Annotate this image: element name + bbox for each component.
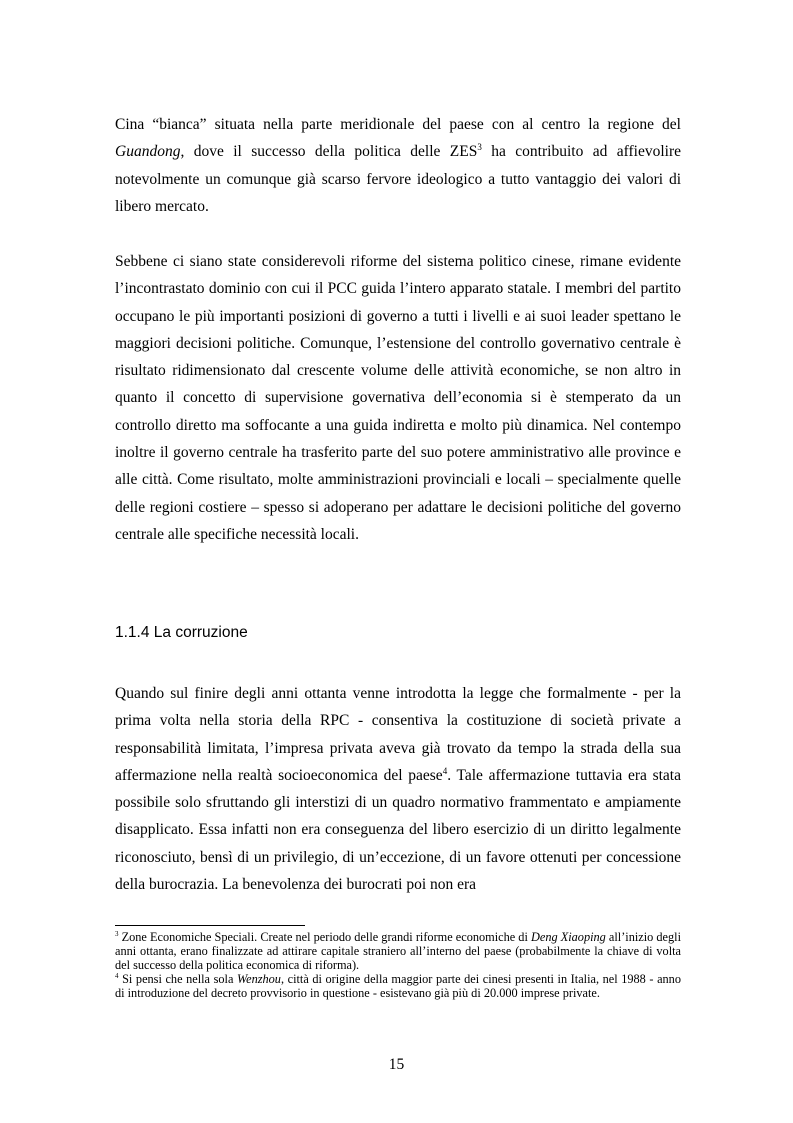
paragraph-text: Quando sul finire degli anni ottanta venne introdotta la legge che formalmente - per la prima volta nella storia della RPC - consentiva la costituzione di società private a responsabilità limitata, l’impresa privata aveva già trovato da tempo la strada della sua affermazione nella realtà socioeconomica del paese [115, 685, 681, 784]
footnote-text: Si pensi che nella sola [118, 971, 237, 986]
paragraph-impresa-privata [115, 680, 681, 898]
footnote-ref-4[interactable]: 4 [442, 765, 448, 776]
footnote-text: , città di origine della maggior parte dei cinesi presenti in Italia, nel 1988 - anno di introduzione del decreto provvisorio in questione - esistevano già più di 20.000 imprese private. [115, 971, 681, 1000]
footnote-separator [115, 925, 305, 926]
footnote-3 [115, 931, 681, 973]
paragraph-text: . Tale affermazione tuttavia era stata possibile solo sfruttando gli interstizi di un quadro normativo frammentato e ampiamente disapplicato. Essa infatti non era conseguenza del libero esercizio di un diritto legalmente riconosciuto, bensì di un privilegio, di un’eccezione, di un favore ottenuti per concessione della burocrazia. La benevolenza dei burocrati poi non era [115, 766, 681, 894]
paragraph-text: Cina “bianca” situata nella parte meridionale del paese con al centro la regione del [115, 116, 681, 133]
footnote-number: 4 [115, 971, 119, 980]
italic-term: Deng Xiaoping [530, 930, 606, 944]
footnotes [115, 931, 681, 1001]
footnote-4 [115, 973, 681, 1001]
footnote-ref-3[interactable]: 3 [477, 142, 482, 153]
paragraph-text: ha contribuito ad affievolire notevolmente un comunque già scarso fervore ideologico a tutto vantaggio dei valori di libero mercato. [115, 143, 681, 215]
italic-term: Guandong [115, 143, 181, 161]
section-heading: 1.1.4 La corruzione [115, 624, 248, 641]
paragraph-text: , dove il successo della politica delle ZES [180, 143, 478, 161]
footnote-number: 3 [115, 929, 119, 938]
footnote-text: Zone Economiche Speciali. Create nel periodo delle grandi riforme economiche di [118, 930, 531, 944]
paragraph-zes [115, 111, 681, 220]
paragraph-pcc: Sebbene ci siano state considerevoli riforme del sistema politico cinese, rimane evidente l’incontrastato dominio con cui il PCC guida l’intero apparato statale. I membri del partito occupano le più importanti posizioni di governo a tutti i livelli e ai suoi leader spettano le maggiori decisioni politiche. Comunque, l’estensione del controllo governativo centrale è risultato ridimensionato dal crescente volume delle attività economiche, se non altro in quanto il concetto di supervisione governativa dell’economia si è stemperato da un controllo diretto ma soffocante a una guida indiretta e molto più dinamica. Nel contempo inoltre il governo centrale ha trasferito parte del suo potere amministrativo alle province e alle città. Come risultato, molte amministrazioni provinciali e locali – specialmente quelle delle regioni costiere – spesso si adoperano per adattare le decisioni politiche del governo centrale alle specifiche necessità locali. [115, 253, 681, 543]
page-number: 15 [388, 1056, 405, 1073]
footnote-text: all’inizio degli anni ottanta, erano finalizzate ad attirare capitale straniero all’interno del paese (probabilmente la chiave di volta del successo della politica economica di riforma). [115, 930, 681, 972]
italic-term: Wenzhou [237, 971, 281, 986]
